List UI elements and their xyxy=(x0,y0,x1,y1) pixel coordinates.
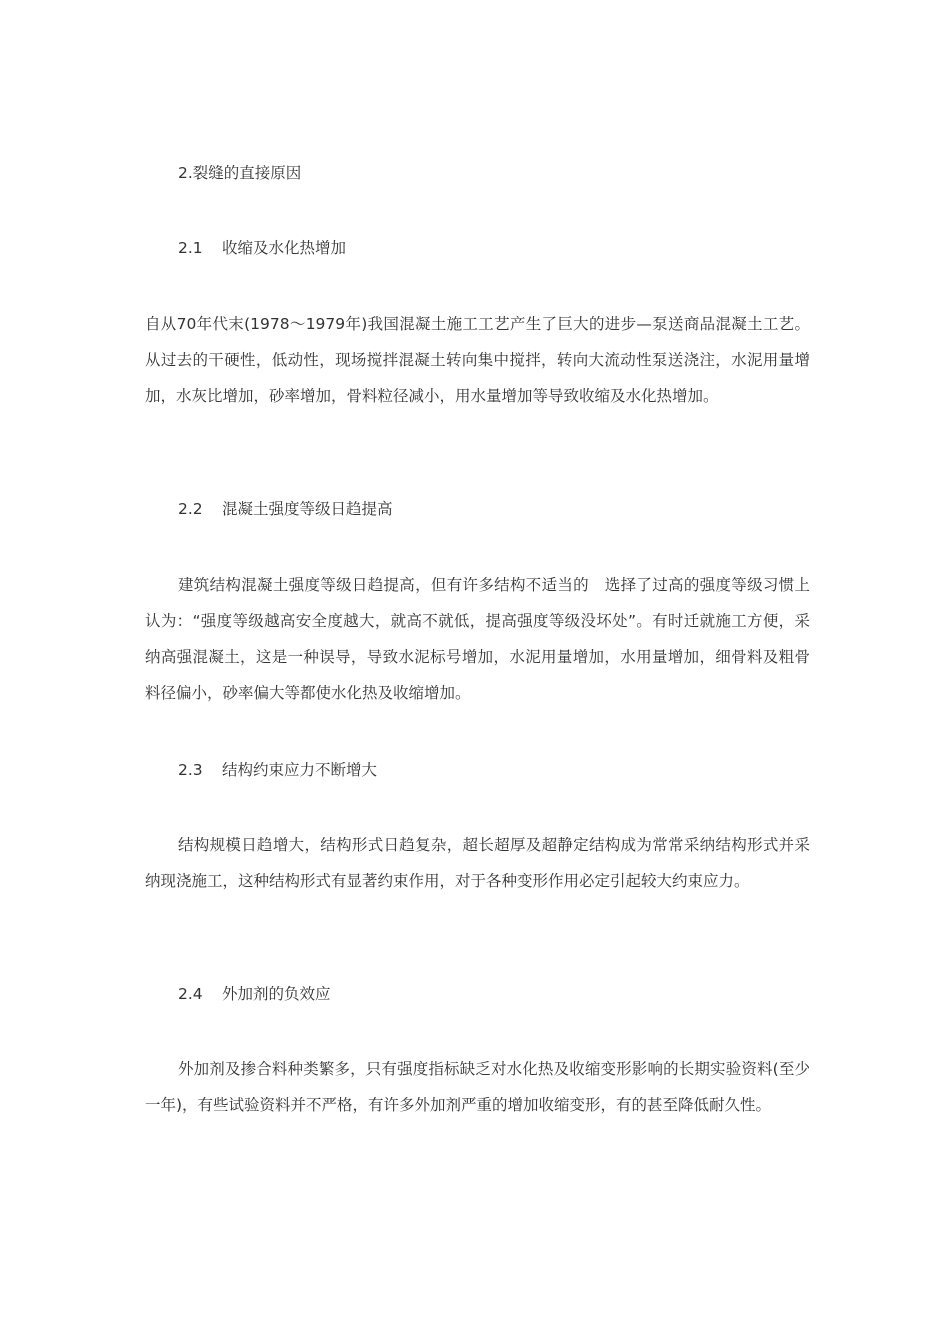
subsection-number: 2.4 xyxy=(178,985,203,1003)
subsection-number: 2.3 xyxy=(178,761,203,779)
paragraph-2-4: 外加剂及掺合料种类繁多，只有强度指标缺乏对水化热及收缩变形影响的长期实验资料(至少一年)，有些试验资料并不严格，有许多外加剂严重的增加收缩变形，有的甚至降低耐久性。 xyxy=(145,1060,810,1114)
subsection-title: 混凝土强度等级日趋提高 xyxy=(222,500,393,518)
paragraph-2-1: 自从70年代末(1978～1979年)我国混凝土施工工艺产生了巨大的进步—泵送商品混凝土工艺。从过去的干硬性，低动性，现场搅拌混凝土转向集中搅拌，转向大流动性泵送浇注，水泥用量增加，水灰比增加，砂率增加，骨料粒径减小，用水量增加等导致收缩及水化热增加。 xyxy=(145,315,810,405)
subsection-heading-2-2 xyxy=(178,491,393,527)
subsection-title: 外加剂的负效应 xyxy=(222,985,331,1003)
subsection-number: 2.2 xyxy=(178,500,203,518)
paragraph-2-3: 结构规模日趋增大，结构形式日趋复杂，超长超厚及超静定结构成为常常采纳结构形式并采纳现浇施工，这种结构形式有显著约束作用，对于各种变形作用必定引起较大约束应力。 xyxy=(145,836,810,890)
subsection-title: 收缩及水化热增加 xyxy=(222,239,347,257)
subsection-title: 结构约束应力不断增大 xyxy=(222,761,378,779)
subsection-heading-2-3 xyxy=(178,752,377,788)
subsection-number: 2.1 xyxy=(178,239,203,257)
subsection-heading-2-4 xyxy=(178,976,331,1012)
subsection-heading-2-1 xyxy=(178,230,346,266)
paragraph-2-2: 建筑结构混凝土强度等级日趋提高，但有许多结构不适当的 选择了过高的强度等级习惯上认为：“强度等级越高安全度越大，就高不就低，提高强度等级没坏处”。有时迁就施工方便，采纳高强混凝土，这是一种误导，导致水泥标号增加，水泥用量增加，水用量增加，细骨料及粗骨料径偏小，砂率偏大等都使水化热及收缩增加。 xyxy=(145,576,810,702)
section-title: 2.裂缝的直接原因 xyxy=(178,164,302,182)
